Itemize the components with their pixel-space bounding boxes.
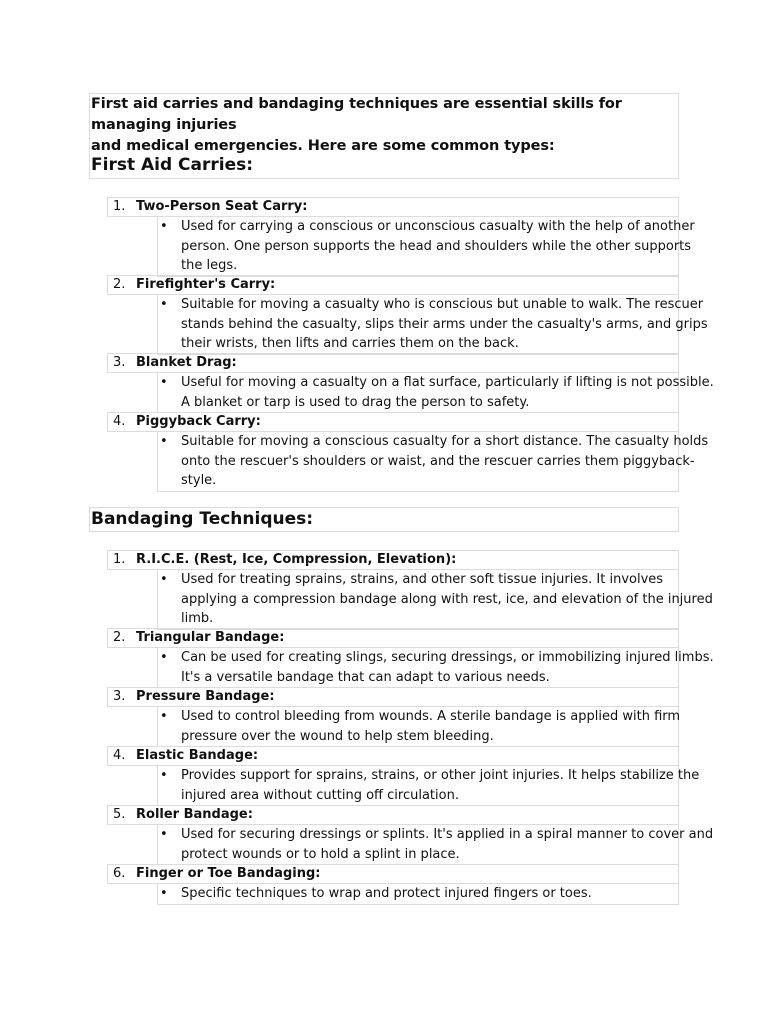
list-item-title: Firefighter's Carry: bbox=[136, 277, 276, 292]
list-item-description-line: It's a versatile bandage that can adapt to various needs. bbox=[181, 669, 550, 685]
list-item-title: Finger or Toe Bandaging: bbox=[136, 866, 321, 881]
list-item-title: Roller Bandage: bbox=[136, 807, 253, 822]
list-item-number: 5. bbox=[113, 807, 126, 822]
list-item-title: Triangular Bandage: bbox=[136, 630, 285, 645]
bullet-icon: • bbox=[160, 434, 168, 449]
bullet-icon: • bbox=[160, 709, 168, 724]
intro-paragraph bbox=[91, 94, 681, 157]
list-item-description-line: Used for securing dressings or splints. It's applied in a spiral manner to cover and bbox=[181, 827, 714, 842]
list-item-title: R.I.C.E. (Rest, Ice, Compression, Elevation): bbox=[136, 552, 457, 567]
list-item-title: Two-Person Seat Carry: bbox=[136, 199, 308, 214]
list-item-description-line: limb. bbox=[181, 611, 214, 626]
list-item-description-line: Suitable for moving a casualty who is conscious but unable to walk. The rescuer bbox=[181, 297, 704, 312]
list-item-number: 3. bbox=[113, 355, 126, 370]
list-item-description-line: Used for treating sprains, strains, and other soft tissue injuries. It involves bbox=[181, 572, 664, 587]
list-item-title: Pressure Bandage: bbox=[136, 689, 275, 704]
list-item-description-line: injured area without cutting off circulation. bbox=[181, 787, 459, 803]
list-item-description-line: pressure over the wound to help stem bleeding. bbox=[181, 728, 494, 744]
list-item-number: 1. bbox=[113, 199, 126, 214]
list-item-description-line: Suitable for moving a conscious casualty for a short distance. The casualty holds bbox=[181, 434, 709, 449]
list-item-description-line: Used for carrying a conscious or unconscious casualty with the help of another bbox=[181, 219, 695, 234]
list-item-description-line: Used to control bleeding from wounds. A sterile bandage is applied with firm bbox=[181, 709, 681, 724]
list-item-description-line: Useful for moving a casualty on a flat surface, particularly if lifting is not possible. bbox=[181, 375, 714, 390]
list-item-description-line: Can be used for creating slings, securing dressings, or immobilizing injured limbs. bbox=[181, 650, 714, 665]
bullet-icon: • bbox=[160, 650, 168, 665]
list-item-description-line: onto the rescuer's shoulders or waist, and the rescuer carries them piggyback- bbox=[181, 453, 695, 469]
list-item-description-line: protect wounds or to hold a splint in place. bbox=[181, 846, 460, 862]
list-item-description-line: applying a compression bandage along with rest, ice, and elevation of the injured bbox=[181, 591, 713, 607]
bullet-icon: • bbox=[160, 219, 168, 234]
bullet-icon: • bbox=[160, 572, 168, 587]
bullet-icon: • bbox=[160, 375, 168, 390]
intro-line: and medical emergencies. Here are some common types: bbox=[91, 138, 555, 154]
list-item-description-line: person. One person supports the head and shoulders while the other supports bbox=[181, 238, 692, 254]
bullet-icon: • bbox=[160, 768, 168, 783]
bullet-icon: • bbox=[160, 297, 168, 312]
list-item-description-line: style. bbox=[181, 473, 217, 488]
list-item-description-line: the legs. bbox=[181, 258, 238, 273]
list-item-number: 6. bbox=[113, 866, 126, 881]
list-item-title: Elastic Bandage: bbox=[136, 748, 259, 763]
list-item-title: Piggyback Carry: bbox=[136, 414, 261, 429]
section-heading-bandaging: Bandaging Techniques: bbox=[91, 509, 314, 529]
list-item-number: 4. bbox=[113, 748, 126, 763]
section-heading-carries: First Aid Carries: bbox=[91, 155, 254, 175]
list-item-number: 3. bbox=[113, 689, 126, 704]
list-item-description-line: their wrists, then lifts and carries them on the back. bbox=[181, 336, 519, 351]
intro-line: First aid carries and bandaging techniques are essential skills for managing injuries bbox=[91, 96, 622, 133]
list-item-number: 1. bbox=[113, 552, 126, 567]
list-item-title: Blanket Drag: bbox=[136, 355, 237, 370]
list-item-description-line: stands behind the casualty, slips their arms under the casualty's arms, and grips bbox=[181, 316, 708, 332]
list-item-number: 2. bbox=[113, 277, 126, 292]
list-item-description-line: Provides support for sprains, strains, or other joint injuries. It helps stabilize the bbox=[181, 768, 700, 783]
list-item-description-line: Specific techniques to wrap and protect injured fingers or toes. bbox=[181, 886, 592, 901]
list-item-number: 4. bbox=[113, 414, 126, 429]
list-item-number: 2. bbox=[113, 630, 126, 645]
list-item-description-line: A blanket or tarp is used to drag the person to safety. bbox=[181, 394, 530, 410]
bullet-icon: • bbox=[160, 827, 168, 842]
bullet-icon: • bbox=[160, 886, 168, 901]
